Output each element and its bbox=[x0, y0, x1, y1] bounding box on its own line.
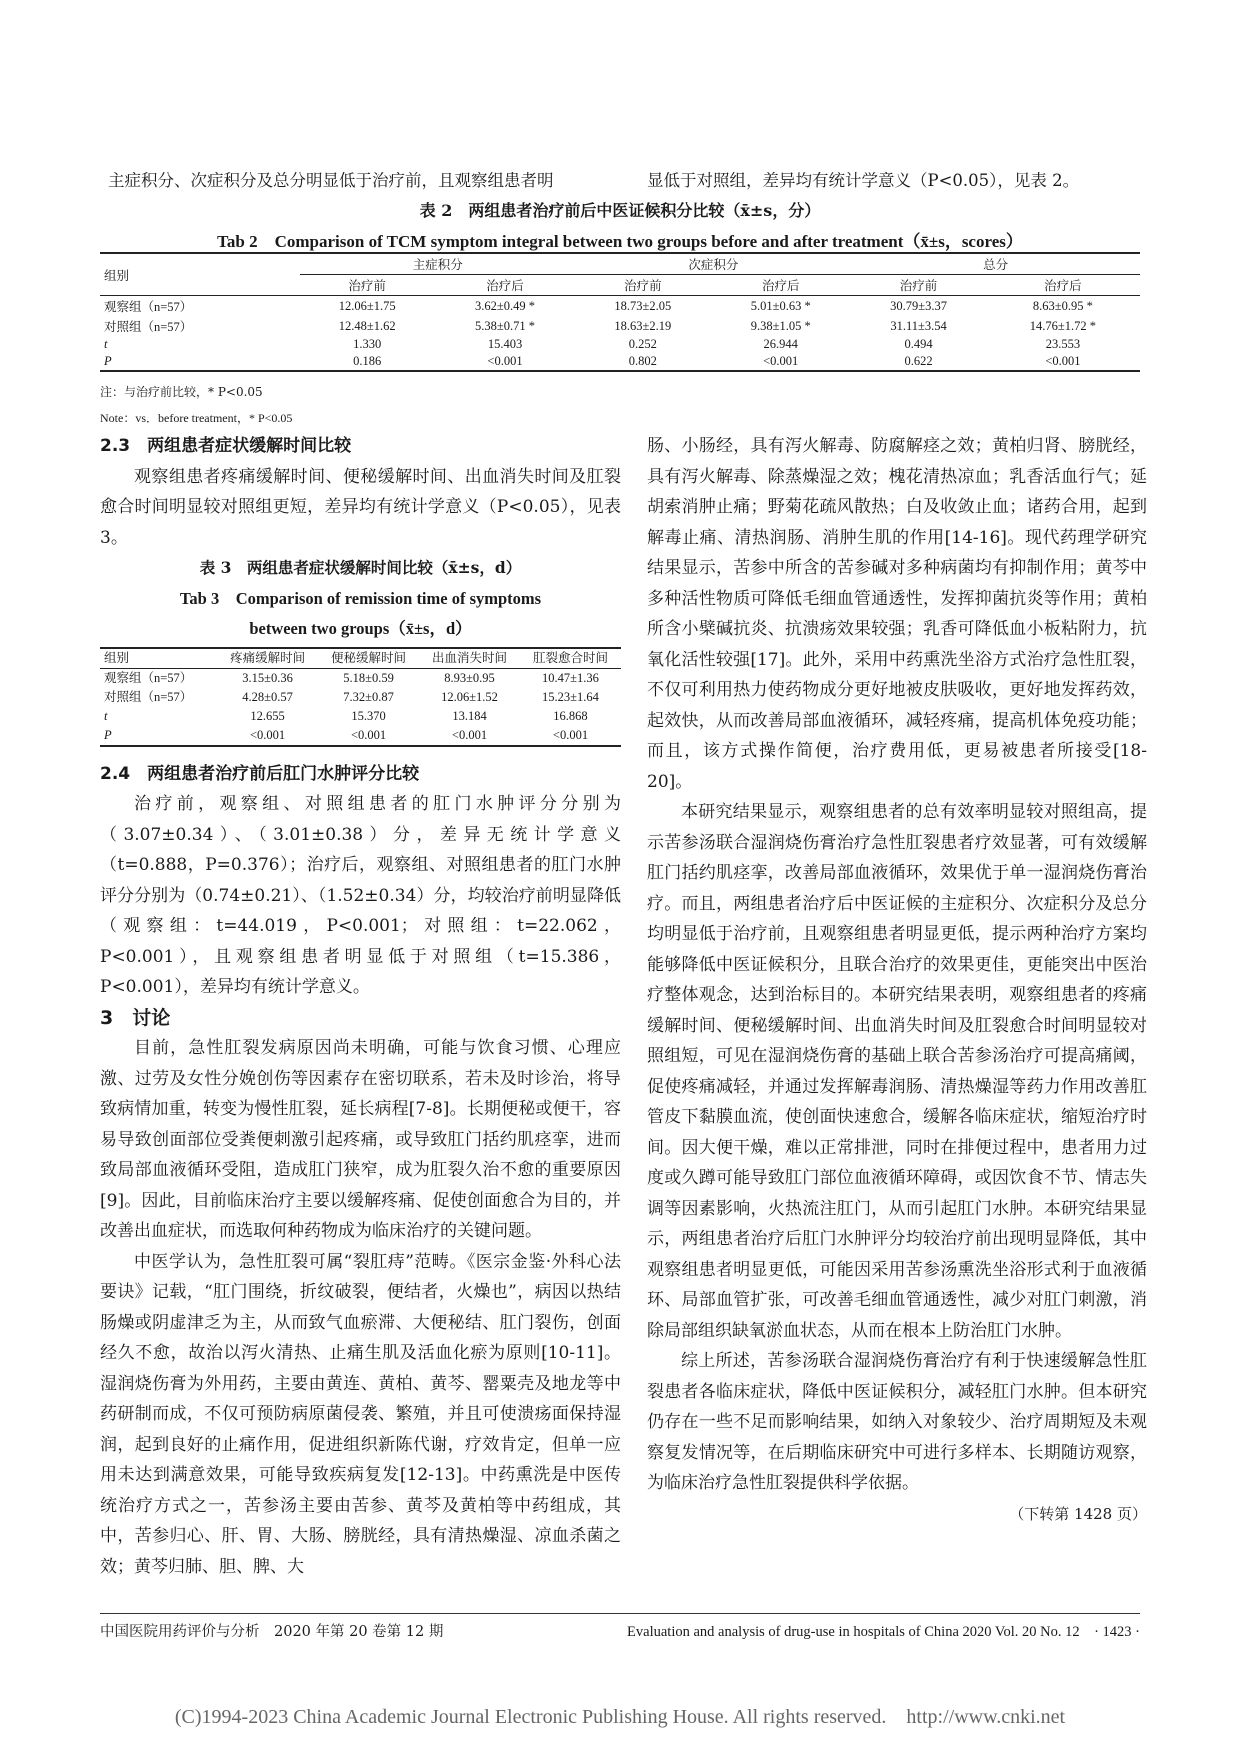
section-heading-2-4: 2.4 两组患者治疗前后肛门水肿评分比较 bbox=[100, 763, 420, 784]
paragraph: 本研究结果显示，观察组患者的总有效率明显较对照组高，提示苦参汤联合湿润烧伤膏治疗急性肛裂患者疗效显著，可有效缓解肛门括约肌痉挛，改善局部血液循环，效果优于单一湿润烧伤膏治疗。而且，两组患者治疗后中医证候的主症积分、次症积分及总分均明显低于治疗前，且观察组患者明显更低，提示两种治疗方案均能够降低中医证候积分，且联合治疗的效果更佳，更能突出中医治疗整体观念，达到治标目的。本研究结果表明，观察组患者的疼痛缓解时间、便秘缓解时间、出血消失时间及肛裂愈合时间明显较对照组短，可见在湿润烧伤膏的基础上联合苦参汤治疗可提高痛阈，促使疼痛减轻，并通过发挥解毒润肠、清热燥湿等药力作用改善肛管皮下黏膜血流，使创面快速愈合，缓解各临床症状，缩短治疗时间。因大便干燥，难以正常排泄，同时在排便过程中，患者用力过度或久蹲可能导致肛门部位血液循环障碍，或因饮食不节、情志失调等因素影响，火热流注肛门，从而引起肛门水肿。本研究结果显示，两组患者治疗后肛门水肿评分均较治疗前出现明显降低，其中观察组患者明显更低，可能因采用苦参汤熏洗坐浴形式利于血液循环、局部血管扩张，可改善毛细血管通透性，减少对肛门刺激，消除局部组织缺氧淤血状态，从而在根本上防治肛门水肿。 bbox=[647, 802, 1147, 1341]
table2-subheader: 治疗前 bbox=[348, 279, 386, 293]
table2-row-label: 对照组（n=57） bbox=[104, 320, 193, 334]
table3-cell: 10.47±1.36 bbox=[542, 670, 599, 685]
table3-header: 组别 bbox=[104, 650, 130, 665]
section-heading-2-3: 2.3 两组患者症状缓解时间比较 bbox=[100, 436, 352, 456]
table3-row-label: 对照组（n=57） bbox=[104, 689, 193, 704]
table3-cell: 13.184 bbox=[452, 708, 487, 723]
table2-cell: 18.63±2.19 bbox=[614, 318, 672, 333]
table2-cell: 31.11±3.54 bbox=[890, 318, 947, 333]
table-row bbox=[100, 353, 1140, 371]
table2-cell: 3.62±0.49 * bbox=[475, 298, 535, 313]
table2-note-en: Note：vs．before treatment，* P<0.05 bbox=[100, 411, 293, 425]
table2-subheader: 治疗后 bbox=[1044, 279, 1082, 293]
table2-row-label: t bbox=[104, 337, 108, 351]
paragraph: 综上所述，苦参汤联合湿润烧伤膏治疗有利于快速缓解急性肛裂患者各临床症状，降低中医证候积分，减轻肛门水肿。但本研究仍存在一些不足而影响结果，如纳入对象较少、治疗周期短及未观察复发情况等，在后期临床研究中可进行多样本、长期随访观察，为临床治疗急性肛裂提供科学依据。 bbox=[647, 1351, 1147, 1493]
table2-cell: 12.48±1.62 bbox=[338, 318, 396, 333]
table3-caption-en: between two groups（x̄±s，d） bbox=[249, 619, 472, 638]
table2-cell: 18.73±2.05 bbox=[614, 298, 672, 313]
paragraph: 观察组患者疼痛缓解时间、便秘缓解时间、出血消失时间及肛裂愈合时间明显较对照组更短，差异均有统计学意义（P<0.05），见表3。 bbox=[100, 466, 621, 548]
table3-cell: 5.18±0.59 bbox=[343, 670, 394, 685]
table2 bbox=[100, 252, 1140, 372]
table-row bbox=[100, 668, 621, 688]
table3-cell: 12.06±1.52 bbox=[441, 689, 498, 704]
table2-cell: 0.802 bbox=[628, 354, 657, 368]
table2-cell: 15.403 bbox=[487, 337, 523, 351]
table-row bbox=[100, 707, 621, 726]
table3-caption-en: Tab 3 Comparison of remission time of symptoms bbox=[179, 588, 542, 608]
table3-cell: <0.001 bbox=[552, 727, 589, 742]
table2-cell: 0.186 bbox=[353, 354, 382, 368]
left-column bbox=[100, 431, 621, 1586]
table3-row-label: t bbox=[104, 708, 108, 723]
table3-header: 便秘缓解时间 bbox=[331, 650, 407, 665]
table2-cell: 0.622 bbox=[904, 354, 933, 368]
paragraph: 中医学认为，急性肛裂可属“裂肛痔”范畴。《医宗金鉴·外科心法要诀》记载，“肛门围绕，折纹破裂，便结者，火燥也”，病因以热结肠燥或阴虚津乏为主，从而致气血瘀滞、大便秘结、肛门裂伤，创面经久不愈，故治以泻火清热、止痛生肌及活血化瘀为原则[10-11]。湿润烧伤膏为外用药，主要由黄连、黄柏、黄芩、罂粟壳及地龙等中药研制而成，不仅可预防病原菌侵袭、繁殖，并且可使溃疡面保持湿润，起到良好的止痛作用，促进组织新陈代谢，疗效肯定，但单一应用未达到满意效果，可能导致疾病复发[12-13]。中药熏洗是中医传统治疗方式之一，苦参汤主要由苦参、黄芩及黄柏等中药组成，其中，苦参归心、肝、胃、大肠、膀胱经，具有清热燥湿、凉血杀菌之效；黄芩归肺、胆、脾、大 bbox=[100, 1251, 621, 1577]
continued-on-page: （下转第 1428 页） bbox=[1009, 1504, 1147, 1523]
table3-cell: 3.15±0.36 bbox=[242, 670, 293, 685]
table2-section-header: 次症积分 bbox=[576, 253, 852, 275]
right-column bbox=[647, 431, 1147, 1586]
table2-subheader: 治疗后 bbox=[761, 279, 800, 293]
table2-section-header: 主症积分 bbox=[300, 253, 576, 275]
table2-cell: 8.63±0.95 * bbox=[1032, 298, 1093, 313]
table3-header: 疼痛缓解时间 bbox=[230, 650, 306, 665]
table3-cell: 12.655 bbox=[250, 708, 285, 723]
table2-caption-cn: 表 2 两组患者治疗前后中医证候积分比较（x̄±s，分） bbox=[419, 201, 821, 220]
footer-journal-en: Evaluation and analysis of drug-use in hospitals of China 2020 Vol. 20 No. 12 · 1423 · bbox=[627, 1624, 1140, 1640]
table3-row-label: 观察组（n=57） bbox=[104, 670, 193, 685]
table-row bbox=[100, 688, 621, 707]
table-row bbox=[100, 316, 1140, 336]
footer-journal-cn: 中国医院用药评价与分析 2020 年第 20 卷第 12 期 bbox=[100, 1624, 444, 1640]
table3-cell: 4.28±0.57 bbox=[242, 689, 293, 704]
table3-cell: 15.370 bbox=[351, 708, 386, 723]
paragraph: 目前，急性肛裂发病原因尚未明确，可能与饮食习惯、心理应激、过劳及女性分娩创伤等因素存在密切联系，若未及时诊治，将导致病情加重，转变为慢性肛裂，延长病程[7-8]。长期便秘或便干，容易导致创面部位受粪便刺激引起疼痛，或导致肛门括约肌痉挛，进而致局部血液循环受阻，造成肛门狭窄，成为肛裂久治不愈的重要原因[9]。因此，目前临床治疗主要以缓解疼痛、促使创面愈合为目的，并改善出血症状，而选取何种药物成为临床治疗的关键问题。 bbox=[100, 1038, 621, 1241]
table2-cell: 9.38±1.05 * bbox=[750, 318, 811, 333]
table2-section-header: 总分 bbox=[851, 253, 1140, 275]
table2-cell: <0.001 bbox=[487, 354, 523, 368]
table2-caption-en: Tab 2 Comparison of TCM symptom integral between two groups before and after treatment（x̄±s，scores） bbox=[217, 232, 1023, 251]
table2-row-label: P bbox=[104, 354, 112, 368]
table2-subheader: 治疗前 bbox=[899, 279, 938, 293]
table3-cell: 15.23±1.64 bbox=[542, 689, 599, 704]
table2-cell: 14.76±1.72 * bbox=[1029, 318, 1097, 333]
paragraph: 肠、小肠经，具有泻火解毒、防腐解痉之效；黄柏归肾、膀胱经，具有泻火解毒、除蒸燥湿之效；槐花清热凉血；乳香活血行气；延胡索消肿止痛；野菊花疏风散热；白及收敛止血；诸药合用，起到解毒止痛、清热润肠、消肿生肌的作用[14-16]。现代药理学研究结果显示，苦参中所含的苦参碱对多种病菌均有抑制作用；黄芩中多种活性物质可降低毛细血管通透性，发挥抑菌抗炎等作用；黄柏所含小檗碱抗炎、抗溃疡效果较强；乳香可降低血小板粘附力，抗氧化活性较强[17]。此外，采用中药熏洗坐浴方式治疗急性肛裂，不仅可利用热力使药物成分更好地被皮肤吸收，更好地发挥药效，起效快，从而改善局部血液循环，减轻疼痛，提高机体免疫功能；而且，该方式操作简便，治疗费用低，更易被患者所接受[18-20]。 bbox=[647, 436, 1147, 792]
table2-subheader: 治疗后 bbox=[486, 279, 524, 293]
continued-text-right: 显低于对照组，差异均有统计学意义（P<0.05），见表 2。 bbox=[647, 171, 1080, 190]
table3-cell: 8.93±0.95 bbox=[444, 670, 495, 685]
table2-cell: 0.252 bbox=[628, 337, 657, 351]
table3-header: 肛裂愈合时间 bbox=[532, 650, 608, 665]
table2-cell: 1.330 bbox=[353, 337, 382, 351]
table3-cell: <0.001 bbox=[250, 727, 286, 742]
paragraph: 治疗前，观察组、对照组患者的肛门水肿评分分别为（3.07±0.34）、（3.01±0.38）分，差异无统计学意义（t=0.888，P=0.376）；治疗后，观察组、对照组患者的肛门水肿评分分别为（0.74±0.21）、（1.52±0.34）分，均较治疗前明显降低（观察组：t=44.019，P<0.001；对照组：t=22.062，P<0.001），且观察组患者明显低于对照组（t=15.386，P<0.001），差异均有统计学意义。 bbox=[100, 794, 621, 997]
table2-cell: <0.001 bbox=[1045, 354, 1081, 368]
table3-caption-cn: 表 3 两组患者症状缓解时间比较（x̄±s，d） bbox=[199, 558, 522, 577]
table3 bbox=[100, 647, 621, 747]
table-row bbox=[100, 296, 1140, 317]
table2-cell: 5.38±0.71 * bbox=[475, 318, 535, 333]
table2-cell: 26.944 bbox=[763, 337, 798, 351]
table3-header: 出血消失时间 bbox=[432, 650, 508, 665]
copyright-notice: (C)1994-2023 China Academic Journal Electronic Publishing House. All rights reserved. http://www.cnki.net bbox=[174, 1706, 1066, 1728]
table2-cell: 5.01±0.63 * bbox=[750, 298, 811, 313]
table-row bbox=[100, 336, 1140, 353]
footer-rule bbox=[100, 1613, 1140, 1614]
table2-cell: 23.553 bbox=[1045, 337, 1081, 351]
table2-cell: <0.001 bbox=[763, 354, 799, 368]
table3-row-label: P bbox=[104, 727, 112, 742]
table2-cell: 12.06±1.75 bbox=[338, 298, 396, 313]
continued-text-left: 主症积分、次症积分及总分明显低于治疗前，且观察组患者明 bbox=[108, 171, 554, 190]
table3-cell: 7.32±0.87 bbox=[343, 689, 394, 704]
table3-cell: <0.001 bbox=[451, 727, 488, 742]
table2-cell: 30.79±3.37 bbox=[890, 298, 947, 313]
table3-cell: 16.868 bbox=[553, 708, 588, 723]
table2-note-cn: 注：与治疗前比较，* P<0.05 bbox=[100, 385, 263, 399]
table2-group-header: 组别 bbox=[104, 268, 130, 283]
section-heading-3: 3 讨论 bbox=[100, 1006, 171, 1029]
table2-row-label: 观察组（n=57） bbox=[104, 300, 193, 314]
table-row bbox=[100, 726, 621, 746]
table3-cell: <0.001 bbox=[350, 727, 387, 742]
table2-subheader: 治疗前 bbox=[624, 279, 662, 293]
table2-cell: 0.494 bbox=[904, 337, 933, 351]
